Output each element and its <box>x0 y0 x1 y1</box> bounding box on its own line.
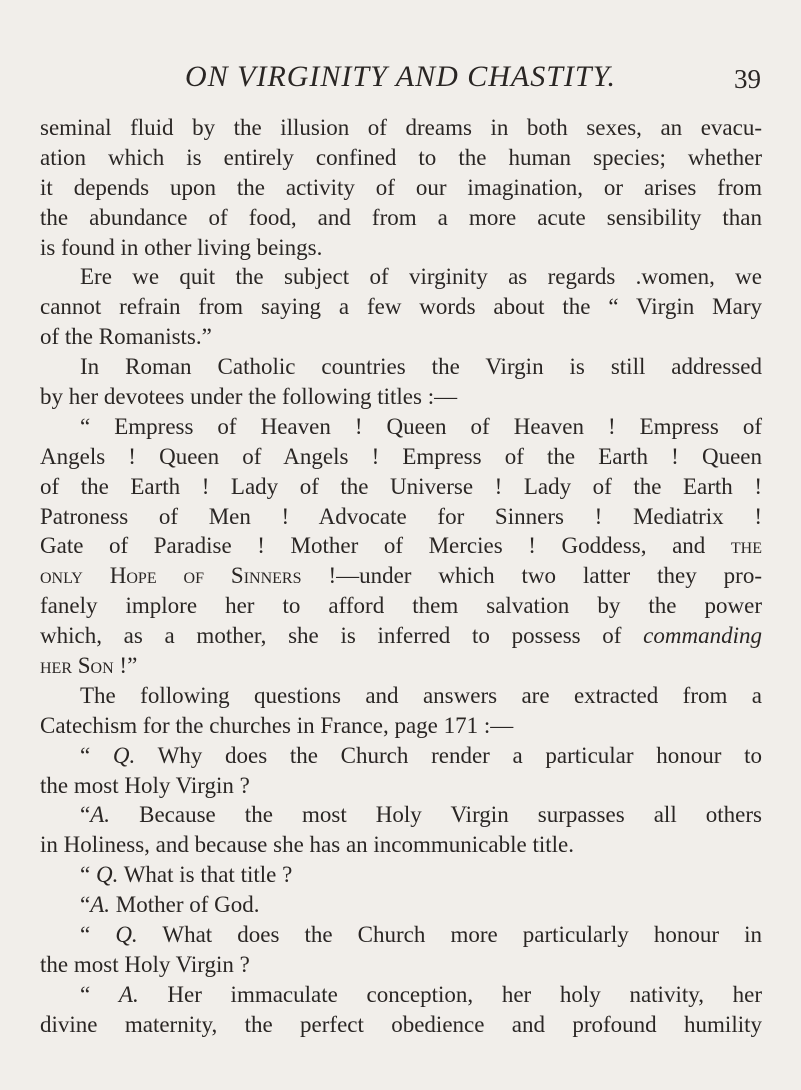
qa-line <box>40 890 762 920</box>
text-line: the abundance of food, and from a more acute sensibility than <box>40 204 762 230</box>
text-line: the most Holy Virgin ? <box>40 772 250 798</box>
text-fragment: Her immaculate conception, her holy nativity, her <box>167 981 763 1007</box>
text-line: Patroness of Men ! Advocate for Sinners ! Mediatrix ! <box>40 503 762 529</box>
text-line: of the Romanists.” <box>40 324 212 350</box>
text-line: In Roman Catholic countries the Virgin is still addressed <box>80 354 762 380</box>
text-line: Catechism for the churches in France, page 171 :— <box>40 712 514 738</box>
question-mark-label: Q. <box>115 922 138 948</box>
question-mark-label: Q. <box>95 862 119 888</box>
answer-mark-label: A. <box>90 892 111 918</box>
question-mark-label: Q. <box>112 742 136 768</box>
text-line <box>40 591 762 621</box>
open-quote: “ <box>80 742 91 768</box>
text-line: The following questions and answers are extracted from a <box>80 682 762 708</box>
text-line: it depends upon the activity of our imagination, or arises from <box>40 174 762 200</box>
text-fragment: which, as a mother, she is inferred to possess of <box>40 623 622 649</box>
text-line: divine maternity, the perfect obedience and profound humility <box>40 1011 762 1037</box>
text-line: Ere we quit the subject of virginity as regards .women, we <box>80 264 762 290</box>
text-line: of the Earth ! Lady of the Universe ! Lady of the Earth ! <box>40 473 762 499</box>
text-fragment: !—under which two latter they pro- <box>328 563 762 589</box>
text-line <box>40 651 762 681</box>
open-quote: “ <box>80 981 91 1007</box>
text-line: cannot refrain from saying a few words about the “ Virgin Mary <box>40 294 762 320</box>
text-fragment: What is that title ? <box>123 862 293 888</box>
text-line: “ Empress of Heaven ! Queen of Heaven ! Empress of <box>80 413 762 439</box>
running-title: ON VIRGINITY AND CHASTITY. <box>184 60 617 93</box>
text-fragment: Mother of God. <box>115 892 260 918</box>
qa-line <box>40 920 762 950</box>
small-caps-text: only Hope of Sinners <box>40 563 302 589</box>
text-line: in Holiness, and because she has an incommunicable title. <box>40 832 574 858</box>
open-quote: “ <box>80 802 91 828</box>
text-line <box>40 621 762 651</box>
small-caps-text: the <box>730 533 763 559</box>
open-quote: “ <box>80 922 91 948</box>
text-fragment: Gate of Paradise ! Mother of Mercies ! Goddess, and <box>40 533 706 559</box>
page-header <box>40 60 761 100</box>
open-quote: “ <box>80 862 91 888</box>
answer-mark-label: A. <box>90 802 111 828</box>
text-line <box>40 561 762 591</box>
text-line: the most Holy Virgin ? <box>40 951 250 977</box>
text-line: is found in other living beings. <box>40 234 323 260</box>
text-fragment: fanely <box>40 593 98 619</box>
text-line: Angels ! Queen of Angels ! Empress of the Earth ! Queen <box>40 443 762 469</box>
text-fragment: !” <box>119 653 138 679</box>
qa-line <box>40 800 762 830</box>
text-line: seminal fluid by the illusion of dreams in both sexes, an evacu- <box>40 115 762 140</box>
text-fragment: Because the most Holy Virgin surpasses all others <box>139 802 762 828</box>
body-text <box>40 113 762 1040</box>
text-fragment: What does the Church more particularly honour in <box>162 922 763 948</box>
text-line <box>40 531 762 561</box>
answer-mark-label: A. <box>118 981 139 1007</box>
page-number: 39 <box>734 64 761 94</box>
qa-line <box>40 860 762 890</box>
qa-line <box>40 741 762 771</box>
italic-text: commanding <box>643 623 762 649</box>
text-line: by her devotees under the following titles :— <box>40 384 458 410</box>
text-fragment: Why does the Church render a particular honour to <box>157 742 762 768</box>
text-fragment: implore her to afford them salvation by the power <box>125 593 763 619</box>
open-quote: “ <box>80 892 91 918</box>
small-caps-text: her Son <box>40 653 114 679</box>
qa-line <box>40 980 762 1010</box>
text-line: ation which is entirely confined to the human species; whether <box>40 144 762 170</box>
